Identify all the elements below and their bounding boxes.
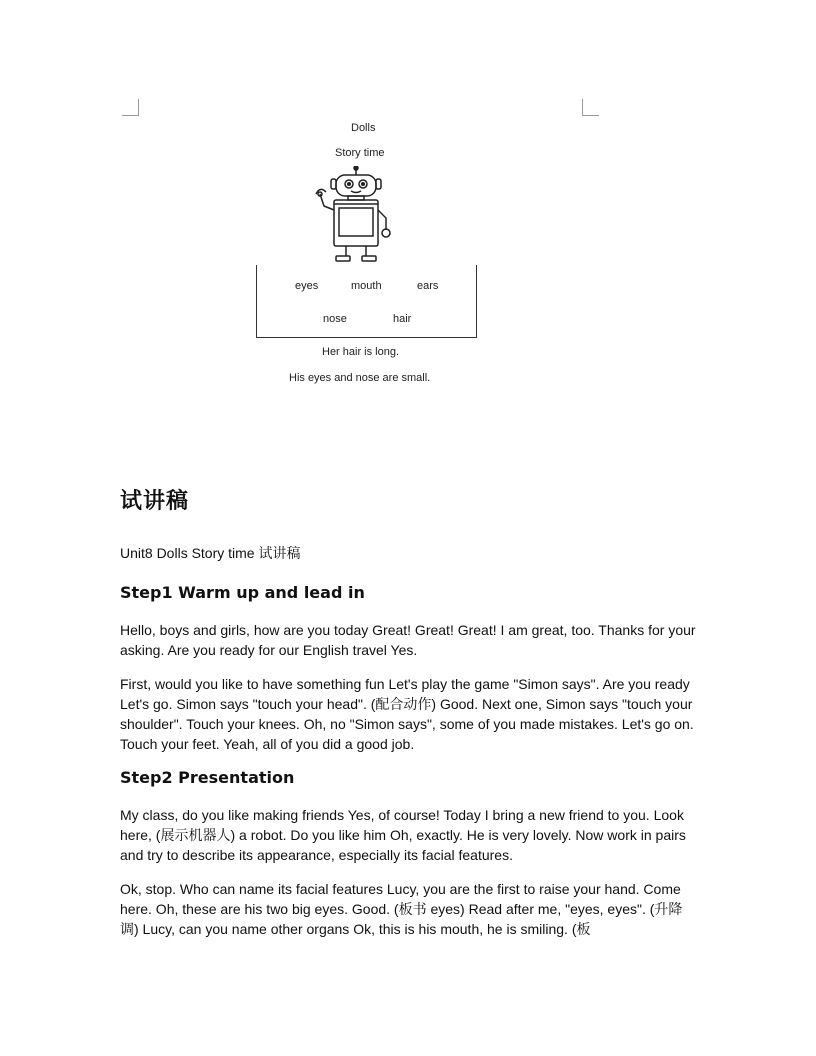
figure-caption: Her hair is long. xyxy=(322,346,400,358)
paragraph: My class, do you like making friends Yes, of course! Today I bring a new friend to you. Look here, (展示机器人) a robot. Do you like him Oh, exactly. He is very lovely. Now work in pairs and try to describe its appearance, especially its facial features. xyxy=(120,807,686,863)
document-subtitle: Unit8 Dolls Story time 试讲稿 xyxy=(120,545,301,561)
section-heading-step1: Step1 Warm up and lead in xyxy=(120,583,365,602)
vocab-word: nose xyxy=(323,313,347,325)
paragraph: Ok, stop. Who can name its facial features Lucy, you are the first to raise your hand. Come here. Oh, these are his two big eyes. Good. (板书 eyes) Read after me, "eyes, eyes". (升降调) Lucy, can you name other organs Ok, this is his mouth, he is smiling. (板 xyxy=(120,881,683,937)
vocabulary-box xyxy=(256,265,477,338)
vocab-word: eyes xyxy=(295,280,319,292)
document-heading: 试讲稿 xyxy=(120,489,190,514)
vocab-word: mouth xyxy=(351,280,382,292)
paragraph: First, would you like to have something fun Let's play the game "Simon says". Are you ready Let's go. Simon says "touch your head". (配合动作) Good. Next one, Simon says "touch your shoulder". Touch your knees. Oh, no "Simon says", some of you made mistakes. Let's go on. Touch your feet. Yeah, all of you did a good job. xyxy=(120,676,694,752)
figure-title: Dolls xyxy=(351,122,376,134)
document-body xyxy=(120,484,696,953)
margin-corner-top-left xyxy=(122,99,139,116)
vocab-word: ears xyxy=(417,280,439,292)
robot-illustration xyxy=(312,166,400,264)
figure-caption: His eyes and nose are small. xyxy=(289,372,431,384)
vocab-word: hair xyxy=(393,313,412,325)
section-heading-step2: Step2 Presentation xyxy=(120,768,295,787)
margin-corner-top-right xyxy=(582,99,599,116)
figure-subtitle: Story time xyxy=(335,147,385,159)
paragraph: Hello, boys and girls, how are you today Great! Great! Great! I am great, too. Thanks for your asking. Are you ready for our English travel Yes. xyxy=(120,622,696,658)
